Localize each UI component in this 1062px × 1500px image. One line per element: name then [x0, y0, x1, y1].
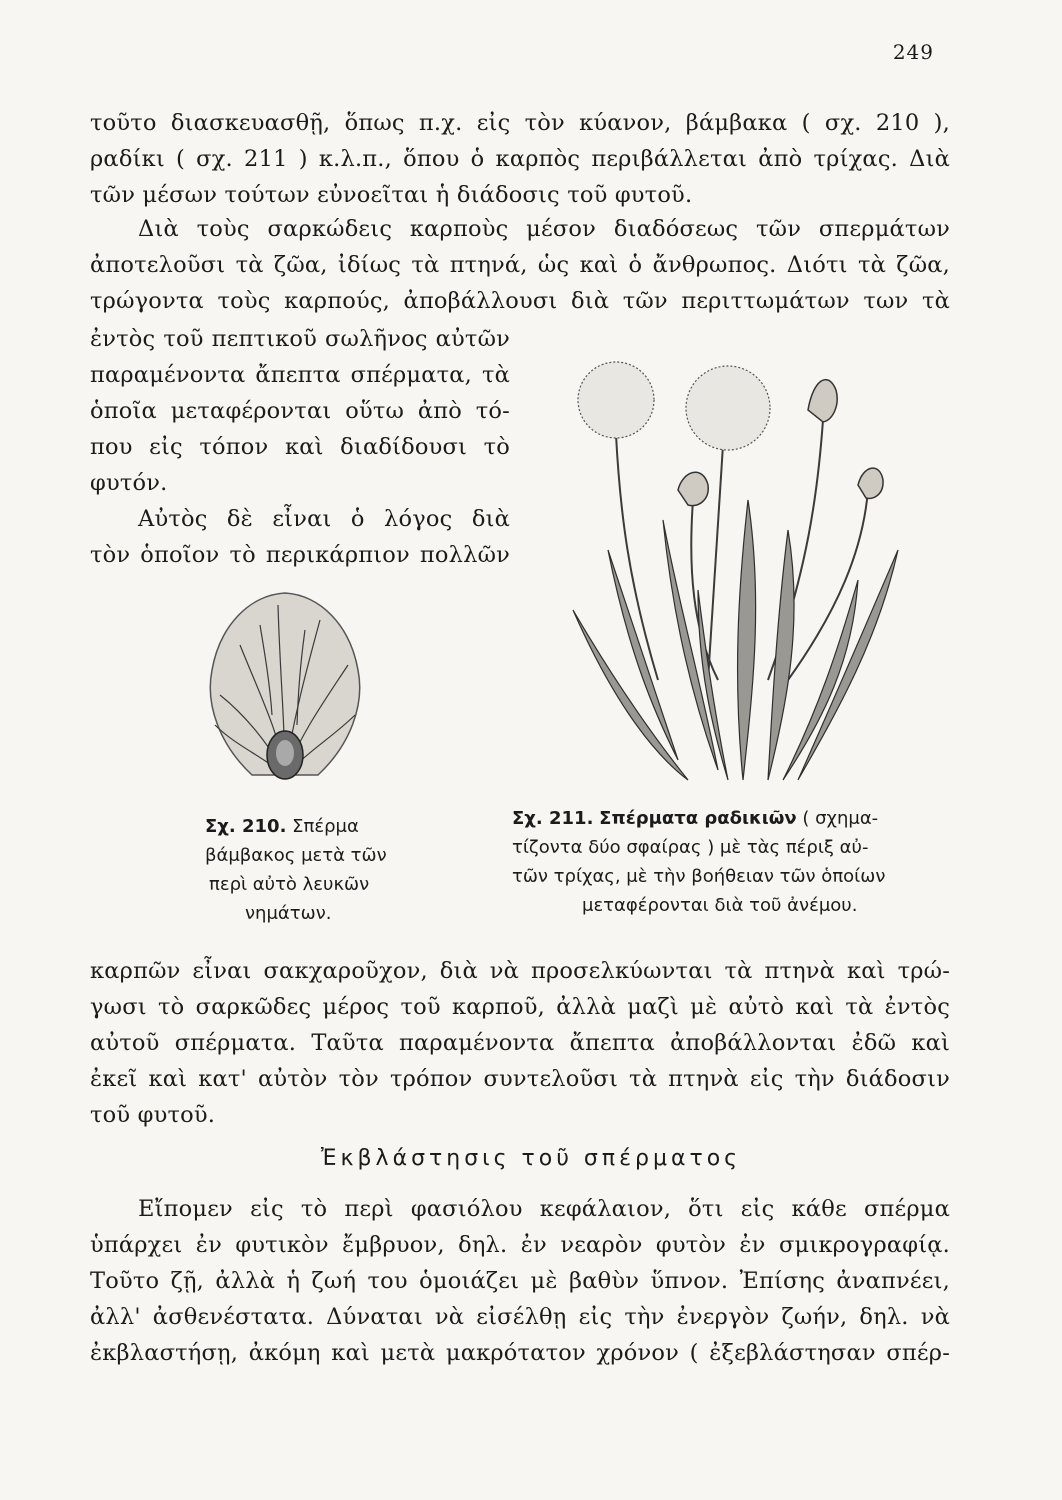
text-line: γωσι τὸ σαρκῶδες μέρος τοῦ καρποῦ, ἀλλὰ μαζὶ μὲ αὐτὸ καὶ τὰ ἐντὸς: [90, 994, 950, 1020]
caption-line: περὶ αὐτὸ λευκῶν: [209, 874, 370, 895]
caption-line: βάμβακος μετὰ τῶν: [205, 845, 387, 866]
text-line: ὁποῖα μεταφέρονται οὕτω ἀπὸ τό-: [90, 398, 510, 424]
figure-210-label: Σχ. 210.: [205, 816, 287, 837]
caption-line: νημάτων.: [245, 903, 332, 924]
text-line: ραδίκι ( σχ. 211 ) κ.λ.π., ὅπου ὁ καρπὸς περιβάλλεται ἀπὸ τρίχας. Διὰ: [90, 146, 950, 172]
figure-211-label: Σχ. 211.: [512, 808, 594, 829]
caption-line: τῶν τρίχας, μὲ τὴν βοήθειαν τῶν ὁποίων: [512, 866, 886, 887]
caption-line: Σπέρμα: [292, 816, 359, 837]
figure-210-caption: [205, 812, 435, 928]
text-line: ἐκβλαστήσῃ, ἀκόμη καὶ μετὰ μακρότατον χρόνον ( ἐξεβλάστησαν σπέρ-: [90, 1340, 950, 1366]
text-line: ἀποτελοῦσι τὰ ζῶα, ἰδίως τὰ πτηνά, ὡς καὶ ὁ ἄνθρωπος. Διότι τὰ ζῶα,: [90, 252, 950, 278]
page-number: 249: [892, 40, 934, 64]
caption-line: ( σχημα-: [802, 808, 879, 829]
text-line: παραμένοντα ἄπεπτα σπέρματα, τὰ: [90, 362, 510, 388]
text-line: ὑπάρχει ἐν φυτικὸν ἔμβρυον, δηλ. ἐν νεαρὸν φυτὸν ἐν σμικρογραφίᾳ.: [90, 1232, 950, 1258]
text-line: που εἰς τόπον καὶ διαδίδουσι τὸ: [90, 434, 510, 460]
text-line: αὐτοῦ σπέρματα. Ταῦτα παραμένοντα ἄπεπτα ἀποβάλλονται ἐδῶ καὶ: [90, 1030, 950, 1056]
caption-line: τίζοντα δύο σφαίρας ) μὲ τὰς πέριξ αὐ-: [512, 837, 869, 858]
text-line: τὸν ὁποῖον τὸ περικάρπιον πολλῶν: [90, 542, 510, 568]
figure-211-title: Σπέρματα ραδικιῶν: [599, 808, 797, 829]
text-line: ἐντὸς τοῦ πεπτικοῦ σωλῆνος αὐτῶν: [90, 326, 510, 352]
text-line: Αὐτὸς δὲ εἶναι ὁ λόγος διὰ: [138, 506, 510, 532]
text-line: καρπῶν εἶναι σακχαροῦχον, διὰ νὰ προσελκύωνται τὰ πτηνὰ καὶ τρώ-: [90, 958, 950, 984]
dandelion-plant-illustration: [568, 350, 948, 790]
text-line: τοῦτο διασκευασθῇ, ὅπως π.χ. εἰς τὸν κύανον, βάμβακα ( σχ. 210 ),: [90, 110, 950, 136]
cotton-seed-illustration: [200, 585, 370, 785]
text-line: Διὰ τοὺς σαρκώδεις καρποὺς μέσον διαδόσεως τῶν σπερμάτων: [138, 216, 950, 242]
section-heading: Ἐκβλάστησις τοῦ σπέρματος: [320, 1146, 742, 1171]
text-line: τοῦ φυτοῦ.: [90, 1102, 216, 1128]
text-line: Εἴπομεν εἰς τὸ περὶ φασιόλου κεφάλαιον, ὅτι εἰς κάθε σπέρμα: [138, 1196, 950, 1222]
text-line: φυτόν.: [90, 470, 168, 496]
text-line: ἐκεῖ καὶ κατ' αὐτὸν τὸν τρόπον συντελοῦσι τὰ πτηνὰ εἰς τὴν διάδοσιν: [90, 1066, 950, 1092]
text-line: ἀλλ' ἀσθενέστατα. Δύναται νὰ εἰσέλθῃ εἰς τὴν ἐνεργὸν ζωήν, δηλ. νὰ: [90, 1304, 950, 1330]
figure-211-caption: [512, 804, 942, 920]
caption-line: μεταφέρονται διὰ τοῦ ἀνέμου.: [582, 895, 858, 916]
text-line: τρώγοντα τοὺς καρπούς, ἀποβάλλουσι διὰ τῶν περιττωμάτων των τὰ: [90, 288, 950, 314]
text-line: τῶν μέσων τούτων εὐνοεῖται ἡ διάδοσις τοῦ φυτοῦ.: [90, 182, 693, 208]
text-line: Τοῦτο ζῇ, ἀλλὰ ἡ ζωή του ὁμοιάζει μὲ βαθὺν ὕπνον. Ἐπίσης ἀναπνέει,: [90, 1268, 950, 1294]
